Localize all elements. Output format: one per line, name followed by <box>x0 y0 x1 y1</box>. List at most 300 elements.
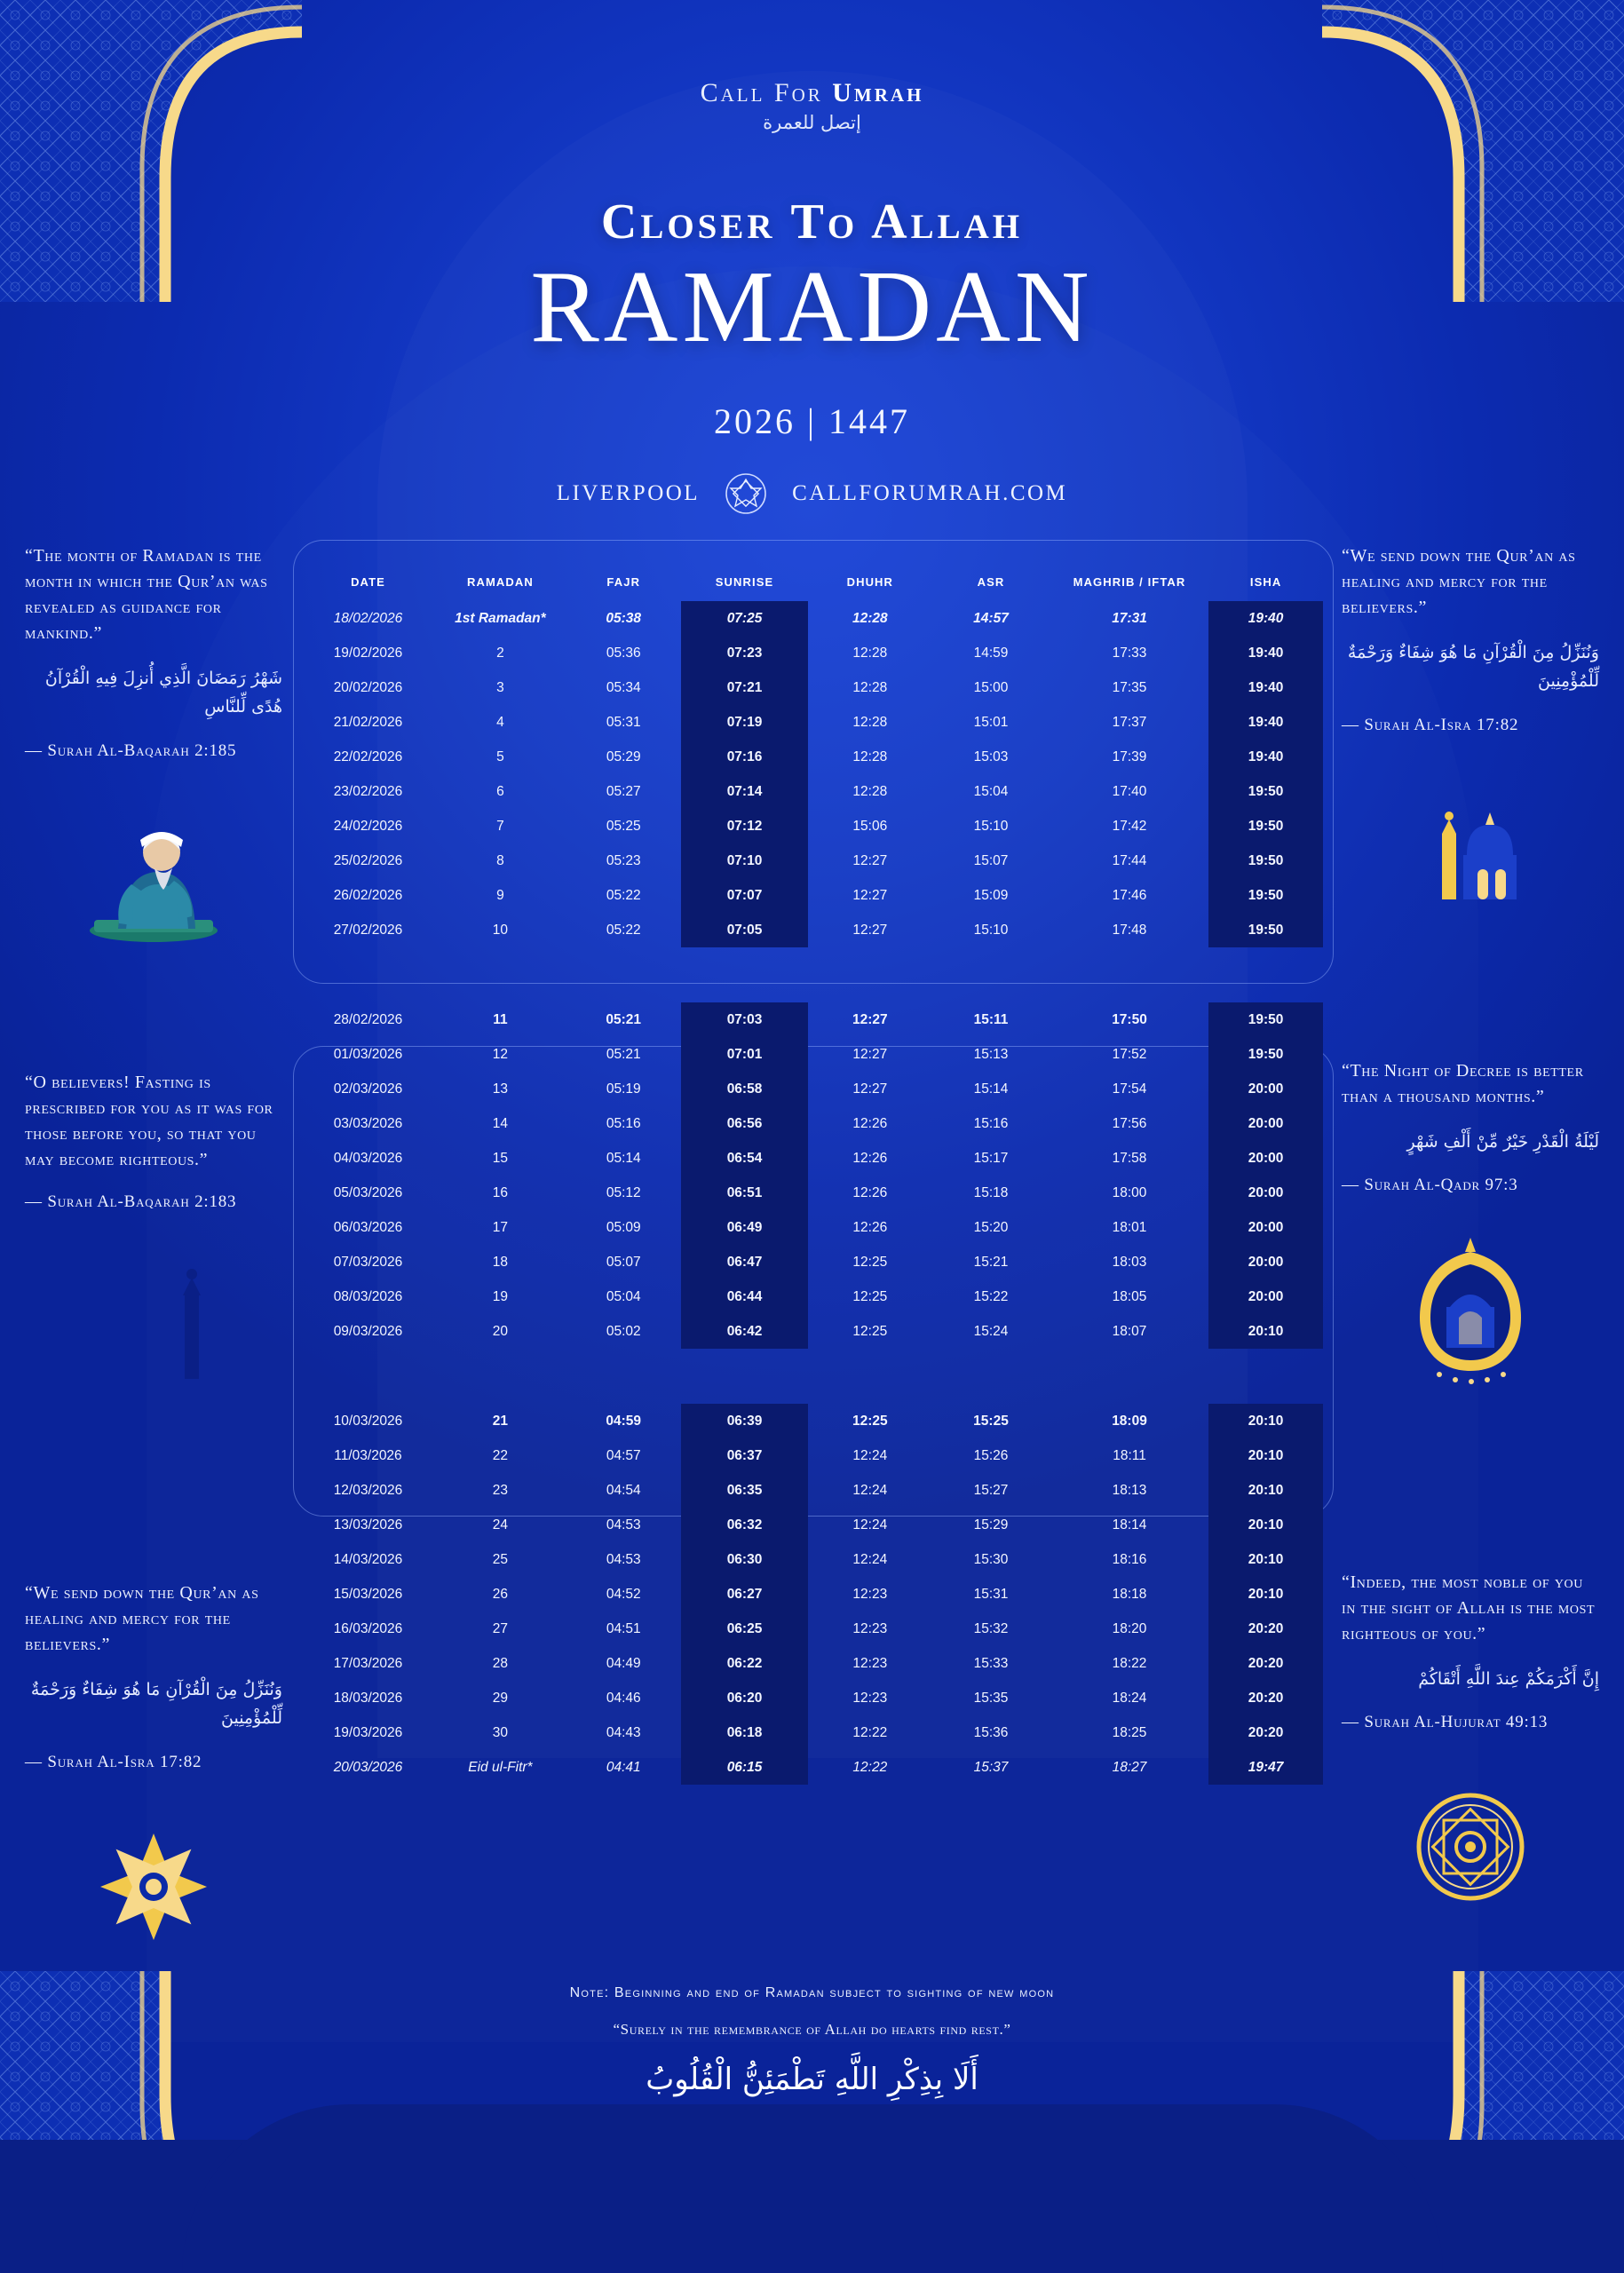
cell-ramadan: 11 <box>493 1011 508 1027</box>
cell-ramadan: 22 <box>492 1447 509 1463</box>
cell-asr: 15:35 <box>973 1690 1009 1706</box>
cell-sunrise: 06:35 <box>681 1473 809 1508</box>
cell-dhuhr: 12:22 <box>852 1724 888 1740</box>
cell-isha: 20:10 <box>1208 1473 1323 1508</box>
cell-fajr: 05:22 <box>606 922 641 938</box>
table-row <box>302 1473 1323 1508</box>
bottom-band <box>0 2140 1624 2273</box>
cell-isha: 20:10 <box>1208 1508 1323 1542</box>
cell-ramadan: Eid ul-Fitr* <box>468 1759 533 1775</box>
cell-dhuhr: 12:25 <box>852 1323 888 1339</box>
table-row <box>302 1612 1323 1646</box>
col-header-fajr: FAJR <box>606 575 641 589</box>
cell-sunrise: 06:51 <box>681 1176 809 1210</box>
cell-maghrib: 18:22 <box>1112 1655 1147 1671</box>
cell-fajr: 05:14 <box>606 1150 641 1166</box>
cell-dhuhr: 12:27 <box>852 887 888 903</box>
cell-asr: 15:36 <box>973 1724 1009 1740</box>
cell-sunrise: 07:03 <box>681 1002 809 1037</box>
cell-sunrise: 06:32 <box>681 1508 809 1542</box>
cell-isha: 20:00 <box>1208 1106 1323 1141</box>
cell-dhuhr: 12:25 <box>852 1288 888 1304</box>
cell-date: 19/03/2026 <box>333 1724 403 1740</box>
cell-maghrib: 18:00 <box>1112 1184 1147 1200</box>
cell-ramadan: 7 <box>496 818 504 834</box>
cell-sunrise: 07:19 <box>681 705 809 740</box>
cell-date: 20/03/2026 <box>333 1759 403 1775</box>
cell-maghrib: 17:46 <box>1112 887 1147 903</box>
cell-ramadan: 10 <box>492 922 509 938</box>
cell-fajr: 05:23 <box>606 852 641 868</box>
cell-maghrib: 18:11 <box>1113 1447 1146 1463</box>
table-row <box>302 878 1323 913</box>
brand-name <box>0 78 1624 108</box>
cell-sunrise: 06:18 <box>681 1715 809 1750</box>
cell-asr: 15:01 <box>973 714 1009 730</box>
cell-date: 12/03/2026 <box>333 1482 403 1498</box>
cell-fajr: 05:19 <box>606 1081 641 1097</box>
ramadan-timetable <box>302 566 1323 1785</box>
col-header-maghrib: MAGHRIB / IFTAR <box>1073 575 1186 589</box>
quote-text: “Indeed, the most noble of you in the sight of Allah is the most righteous of you.” <box>1342 1572 1596 1643</box>
quote-text: “The Night of Decree is better than a thousand months.” <box>1342 1061 1584 1106</box>
cell-fajr: 04:54 <box>606 1482 641 1498</box>
eight-point-star-icon <box>725 472 767 515</box>
cell-fajr: 04:57 <box>606 1447 641 1463</box>
cell-date: 01/03/2026 <box>333 1046 403 1062</box>
table-row <box>302 843 1323 878</box>
cell-dhuhr: 12:28 <box>852 783 888 799</box>
cell-fajr: 05:25 <box>606 818 641 834</box>
cell-ramadan: 5 <box>496 748 504 764</box>
table-row <box>302 601 1323 636</box>
cell-maghrib: 17:52 <box>1112 1046 1147 1062</box>
table-row <box>302 1106 1323 1141</box>
table-row <box>302 1210 1323 1245</box>
cell-asr: 15:03 <box>973 748 1009 764</box>
cell-asr: 15:29 <box>973 1517 1009 1532</box>
cell-fajr: 05:21 <box>606 1046 641 1062</box>
cell-dhuhr: 12:28 <box>852 610 888 626</box>
quote-source: — Surah Al-Isra 17:82 <box>1342 715 1519 734</box>
cell-sunrise: 06:44 <box>681 1279 809 1314</box>
cell-isha: 19:40 <box>1208 740 1323 774</box>
cell-dhuhr: 12:23 <box>852 1690 888 1706</box>
cell-isha: 20:10 <box>1208 1438 1323 1473</box>
cell-ramadan: 1st Ramadan* <box>455 610 546 626</box>
cell-ramadan: 24 <box>492 1517 509 1532</box>
quote-text: “We send down the Qur’an as healing and mercy for the believers.” <box>1342 546 1576 617</box>
cell-fajr: 05:31 <box>606 714 641 730</box>
cell-sunrise: 06:58 <box>681 1072 809 1106</box>
cell-maghrib: 18:13 <box>1112 1482 1147 1498</box>
col-header-isha: ISHA <box>1249 575 1282 589</box>
table-row <box>302 1577 1323 1612</box>
table-row <box>302 774 1323 809</box>
brand-name-arabic: إتصل للعمرة <box>763 112 861 133</box>
cell-maghrib: 18:09 <box>1112 1413 1147 1429</box>
col-header-ramadan: RAMADAN <box>466 575 534 589</box>
cell-fajr: 05:36 <box>606 645 641 661</box>
gold-star-ornament <box>25 1802 282 1971</box>
cell-sunrise: 07:12 <box>681 809 809 843</box>
cell-ramadan: 3 <box>496 679 504 695</box>
cell-fajr: 04:49 <box>606 1655 641 1671</box>
cell-maghrib: 18:25 <box>1112 1724 1147 1740</box>
table-row <box>302 1681 1323 1715</box>
table-row <box>302 705 1323 740</box>
cell-asr: 15:18 <box>973 1184 1009 1200</box>
cell-isha: 19:47 <box>1208 1750 1323 1785</box>
footer-quote: “Surely in the remembrance of Allah do hearts find rest.” <box>613 2021 1011 2038</box>
table-row <box>302 670 1323 705</box>
cell-asr: 14:57 <box>973 610 1009 626</box>
cell-dhuhr: 12:26 <box>852 1150 888 1166</box>
cell-maghrib: 18:01 <box>1112 1219 1147 1235</box>
cell-ramadan: 18 <box>492 1254 509 1270</box>
cell-ramadan: 12 <box>492 1046 509 1062</box>
table-row <box>302 1438 1323 1473</box>
cell-ramadan: 9 <box>496 887 504 903</box>
table-row <box>302 1176 1323 1210</box>
cell-sunrise: 07:01 <box>681 1037 809 1072</box>
cell-sunrise: 07:05 <box>681 913 809 947</box>
cell-fajr: 05:02 <box>606 1323 641 1339</box>
col-header-dhuhr: DHUHR <box>846 575 894 589</box>
cell-maghrib: 18:27 <box>1112 1759 1147 1775</box>
cell-isha: 19:50 <box>1208 1002 1323 1037</box>
cell-dhuhr: 12:23 <box>852 1586 888 1602</box>
table-row <box>302 636 1323 670</box>
quote-source: — Surah Al-Qadr 97:3 <box>1342 1176 1518 1195</box>
cell-sunrise: 07:07 <box>681 878 809 913</box>
cell-maghrib: 18:03 <box>1112 1254 1147 1270</box>
cell-dhuhr: 12:27 <box>852 1011 888 1027</box>
cell-asr: 15:27 <box>973 1482 1009 1498</box>
cell-isha: 20:10 <box>1208 1404 1323 1438</box>
cell-maghrib: 18:05 <box>1112 1288 1147 1304</box>
cell-ramadan: 20 <box>492 1323 509 1339</box>
cell-isha: 20:00 <box>1208 1279 1323 1314</box>
cell-isha: 19:50 <box>1208 1037 1323 1072</box>
cell-dhuhr: 12:28 <box>852 748 888 764</box>
cell-sunrise: 06:54 <box>681 1141 809 1176</box>
quote-arabic: وَنُنَزِّلُ مِنَ الْقُرْآنِ مَا هُوَ شِفَاءٌ وَرَحْمَةٌ لِّلْمُؤْمِنِينَ <box>1347 643 1599 692</box>
cell-ramadan: 8 <box>496 852 504 868</box>
cell-dhuhr: 12:27 <box>852 852 888 868</box>
cell-isha: 19:50 <box>1208 878 1323 913</box>
cell-fajr: 05:07 <box>606 1254 641 1270</box>
cell-isha: 19:40 <box>1208 705 1323 740</box>
cell-date: 05/03/2026 <box>333 1184 403 1200</box>
cell-date: 03/03/2026 <box>333 1115 403 1131</box>
cell-asr: 15:10 <box>973 922 1009 938</box>
table-row <box>302 1314 1323 1349</box>
poster-header <box>0 0 1624 515</box>
cell-asr: 15:37 <box>973 1759 1009 1775</box>
cell-sunrise: 06:56 <box>681 1106 809 1141</box>
cell-maghrib: 17:40 <box>1112 783 1147 799</box>
cell-date: 04/03/2026 <box>333 1150 403 1166</box>
city-label: LIVERPOOL <box>556 481 701 506</box>
cell-maghrib: 17:42 <box>1112 818 1147 834</box>
block-gap <box>302 947 1323 1002</box>
cell-date: 20/02/2026 <box>333 679 403 695</box>
cell-fajr: 04:59 <box>606 1413 642 1429</box>
cell-isha: 20:10 <box>1208 1577 1323 1612</box>
cell-asr: 15:13 <box>973 1046 1009 1062</box>
cell-fajr: 05:29 <box>606 748 641 764</box>
cell-date: 07/03/2026 <box>333 1254 403 1270</box>
cell-date: 22/02/2026 <box>333 748 403 764</box>
praying-man-illustration <box>25 791 282 960</box>
cell-isha: 19:50 <box>1208 774 1323 809</box>
cell-ramadan: 21 <box>492 1413 509 1429</box>
cell-dhuhr: 12:27 <box>852 1046 888 1062</box>
cell-date: 18/02/2026 <box>333 610 403 626</box>
quote-text: “We send down the Qur’an as healing and mercy for the believers.” <box>25 1583 259 1654</box>
quote-text: “The month of Ramadan is the month in which the Qur’an was revealed as guidance for mankind.” <box>25 546 268 643</box>
website-label: CALLFORUMRAH.COM <box>792 481 1068 506</box>
cell-isha: 20:20 <box>1208 1715 1323 1750</box>
cell-fajr: 05:34 <box>606 679 641 695</box>
left-quote-block-1 <box>25 543 282 960</box>
cell-date: 18/03/2026 <box>333 1690 403 1706</box>
table-row <box>302 1646 1323 1681</box>
cell-asr: 15:21 <box>973 1254 1009 1270</box>
table-row <box>302 1542 1323 1577</box>
mosque-crescent-illustration <box>1342 765 1599 934</box>
cell-dhuhr: 12:23 <box>852 1655 888 1671</box>
cell-maghrib: 17:35 <box>1112 679 1147 695</box>
cell-date: 06/03/2026 <box>333 1219 403 1235</box>
cell-maghrib: 18:07 <box>1112 1323 1147 1339</box>
cell-asr: 15:00 <box>973 679 1009 695</box>
cell-fajr: 05:21 <box>606 1011 642 1027</box>
col-header-asr: ASR <box>977 575 1005 589</box>
cell-fajr: 04:41 <box>606 1759 641 1775</box>
cell-isha: 19:50 <box>1208 843 1323 878</box>
left-quote-block-2 <box>25 1070 282 1411</box>
cell-asr: 15:16 <box>973 1115 1009 1131</box>
cell-date: 13/03/2026 <box>333 1517 403 1532</box>
year-label: 2026 | 1447 <box>713 401 910 442</box>
cell-fajr: 04:53 <box>606 1517 641 1532</box>
cell-ramadan: 30 <box>492 1724 509 1740</box>
cell-ramadan: 14 <box>492 1115 509 1131</box>
table-row <box>302 1245 1323 1279</box>
cell-sunrise: 07:21 <box>681 670 809 705</box>
quote-source: — Surah Al-Hujurat 49:13 <box>1342 1713 1549 1732</box>
cell-dhuhr: 12:23 <box>852 1620 888 1636</box>
cell-fajr: 05:16 <box>606 1115 641 1131</box>
cell-date: 14/03/2026 <box>333 1551 403 1567</box>
cell-isha: 19:40 <box>1208 636 1323 670</box>
cell-sunrise: 07:16 <box>681 740 809 774</box>
cell-dhuhr: 12:22 <box>852 1759 888 1775</box>
cell-date: 15/03/2026 <box>333 1586 403 1602</box>
cell-sunrise: 06:39 <box>681 1404 809 1438</box>
cell-sunrise: 06:15 <box>681 1750 809 1785</box>
cell-asr: 15:04 <box>973 783 1009 799</box>
cell-sunrise: 07:23 <box>681 636 809 670</box>
cell-fajr: 04:52 <box>606 1586 641 1602</box>
cell-asr: 15:07 <box>973 852 1009 868</box>
cell-ramadan: 16 <box>492 1184 509 1200</box>
cell-maghrib: 17:48 <box>1112 922 1147 938</box>
footer-note: Note: Beginning and end of Ramadan subject to sighting of new moon <box>569 1985 1055 2000</box>
cell-maghrib: 17:37 <box>1112 714 1147 730</box>
cell-date: 21/02/2026 <box>333 714 403 730</box>
quote-source: — Surah Al-Baqarah 2:183 <box>25 1192 237 1211</box>
cell-sunrise: 06:20 <box>681 1681 809 1715</box>
cell-fajr: 04:51 <box>606 1620 641 1636</box>
cell-ramadan: 6 <box>496 783 504 799</box>
table-row <box>302 1404 1323 1438</box>
cell-ramadan: 27 <box>492 1620 509 1636</box>
cell-dhuhr: 12:24 <box>852 1482 888 1498</box>
cell-fajr: 05:09 <box>606 1219 641 1235</box>
cell-ramadan: 23 <box>492 1482 509 1498</box>
cell-ramadan: 4 <box>496 714 504 730</box>
gold-medallion-ornament <box>1342 1762 1599 1931</box>
table-row <box>302 1279 1323 1314</box>
cell-isha: 20:00 <box>1208 1141 1323 1176</box>
cell-sunrise: 07:10 <box>681 843 809 878</box>
cell-sunrise: 06:22 <box>681 1646 809 1681</box>
cell-asr: 15:20 <box>973 1219 1009 1235</box>
cell-maghrib: 17:50 <box>1112 1011 1147 1027</box>
cell-isha: 20:00 <box>1208 1176 1323 1210</box>
cell-ramadan: 15 <box>492 1150 509 1166</box>
cell-maghrib: 17:44 <box>1112 852 1147 868</box>
cell-isha: 20:20 <box>1208 1646 1323 1681</box>
brand-name-part1: Call For <box>700 78 833 107</box>
cell-asr: 15:25 <box>973 1413 1009 1429</box>
cell-sunrise: 06:49 <box>681 1210 809 1245</box>
cell-fajr: 04:53 <box>606 1551 641 1567</box>
block-gap <box>302 1349 1323 1404</box>
cell-sunrise: 07:14 <box>681 774 809 809</box>
cell-maghrib: 18:16 <box>1112 1551 1147 1567</box>
cell-ramadan: 2 <box>496 645 504 661</box>
cell-date: 11/03/2026 <box>334 1447 402 1463</box>
cell-ramadan: 19 <box>492 1288 509 1304</box>
gold-lantern-illustration <box>1342 1225 1599 1394</box>
cell-asr: 15:24 <box>973 1323 1009 1339</box>
table-row <box>302 740 1323 774</box>
right-quote-block-2 <box>1342 1058 1599 1394</box>
footer-quote-arabic: أَلَا بِذِكْرِ اللَّهِ تَطْمَئِنُّ الْقُلُوبُ <box>646 2062 978 2097</box>
cell-fajr: 04:46 <box>606 1690 641 1706</box>
quote-source: — Surah Al-Isra 17:82 <box>25 1752 202 1771</box>
cell-date: 19/02/2026 <box>333 645 403 661</box>
cell-dhuhr: 12:24 <box>852 1517 888 1532</box>
cell-maghrib: 17:31 <box>1112 610 1147 626</box>
cell-isha: 20:20 <box>1208 1681 1323 1715</box>
cell-dhuhr: 12:24 <box>852 1551 888 1567</box>
cell-isha: 19:40 <box>1208 601 1323 636</box>
brand-logo <box>0 78 1624 133</box>
cell-date: 27/02/2026 <box>333 922 403 938</box>
cell-date: 24/02/2026 <box>333 818 403 834</box>
cell-isha: 20:20 <box>1208 1612 1323 1646</box>
brand-name-part2: Umrah <box>832 78 924 107</box>
cell-maghrib: 18:24 <box>1112 1690 1147 1706</box>
cell-ramadan: 29 <box>492 1690 509 1706</box>
right-quote-block-3 <box>1342 1570 1599 1931</box>
crescent-minaret-illustration <box>25 1242 282 1411</box>
page-title: RAMADAN <box>530 250 1094 364</box>
quote-text: “O believers! Fasting is prescribed for you as it was for those before you, so that you may become righteous.” <box>25 1073 273 1169</box>
cell-isha: 20:10 <box>1208 1542 1323 1577</box>
cell-fajr: 05:27 <box>606 783 641 799</box>
cell-isha: 20:00 <box>1208 1210 1323 1245</box>
cell-sunrise: 06:47 <box>681 1245 809 1279</box>
city-website-row <box>0 472 1624 515</box>
cell-asr: 15:22 <box>973 1288 1009 1304</box>
cell-maghrib: 17:56 <box>1112 1115 1147 1131</box>
cell-isha: 19:50 <box>1208 913 1323 947</box>
cell-dhuhr: 12:27 <box>852 1081 888 1097</box>
cell-date: 26/02/2026 <box>333 887 403 903</box>
cell-fajr: 05:38 <box>606 610 642 626</box>
col-header-date: DATE <box>351 575 385 589</box>
cell-asr: 15:33 <box>973 1655 1009 1671</box>
cell-ramadan: 13 <box>492 1081 509 1097</box>
cell-asr: 14:59 <box>973 645 1009 661</box>
cell-fajr: 05:22 <box>606 887 641 903</box>
cell-maghrib: 17:58 <box>1112 1150 1147 1166</box>
cell-date: 02/03/2026 <box>333 1081 403 1097</box>
cell-fajr: 05:04 <box>606 1288 641 1304</box>
cell-sunrise: 07:25 <box>681 601 809 636</box>
table-row <box>302 1508 1323 1542</box>
table-body <box>302 601 1323 1785</box>
cell-ramadan: 28 <box>492 1655 509 1671</box>
cell-maghrib: 18:18 <box>1112 1586 1147 1602</box>
cell-dhuhr: 12:26 <box>852 1184 888 1200</box>
table-row <box>302 1750 1323 1785</box>
cell-sunrise: 06:42 <box>681 1314 809 1349</box>
cell-ramadan: 17 <box>492 1219 509 1235</box>
cell-asr: 15:31 <box>973 1586 1009 1602</box>
cell-maghrib: 18:14 <box>1112 1517 1147 1532</box>
cell-maghrib: 17:39 <box>1112 748 1147 764</box>
cell-isha: 20:00 <box>1208 1072 1323 1106</box>
cell-dhuhr: 12:26 <box>852 1115 888 1131</box>
table-row <box>302 1141 1323 1176</box>
cell-asr: 15:10 <box>973 818 1009 834</box>
cell-dhuhr: 12:24 <box>852 1447 888 1463</box>
cell-isha: 20:10 <box>1208 1314 1323 1349</box>
cell-maghrib: 18:20 <box>1112 1620 1147 1636</box>
cell-asr: 15:32 <box>973 1620 1009 1636</box>
cell-fajr: 05:12 <box>606 1184 641 1200</box>
cell-asr: 15:26 <box>973 1447 1009 1463</box>
cell-dhuhr: 12:25 <box>852 1413 888 1429</box>
table-row <box>302 1037 1323 1072</box>
cell-dhuhr: 12:28 <box>852 679 888 695</box>
cell-date: 10/03/2026 <box>333 1413 403 1429</box>
cell-sunrise: 06:30 <box>681 1542 809 1577</box>
cell-isha: 19:40 <box>1208 670 1323 705</box>
cell-asr: 15:17 <box>973 1150 1009 1166</box>
table-row <box>302 913 1323 947</box>
cell-ramadan: 25 <box>492 1551 509 1567</box>
right-quote-block-1 <box>1342 543 1599 934</box>
prayer-times-table <box>302 566 1323 1785</box>
